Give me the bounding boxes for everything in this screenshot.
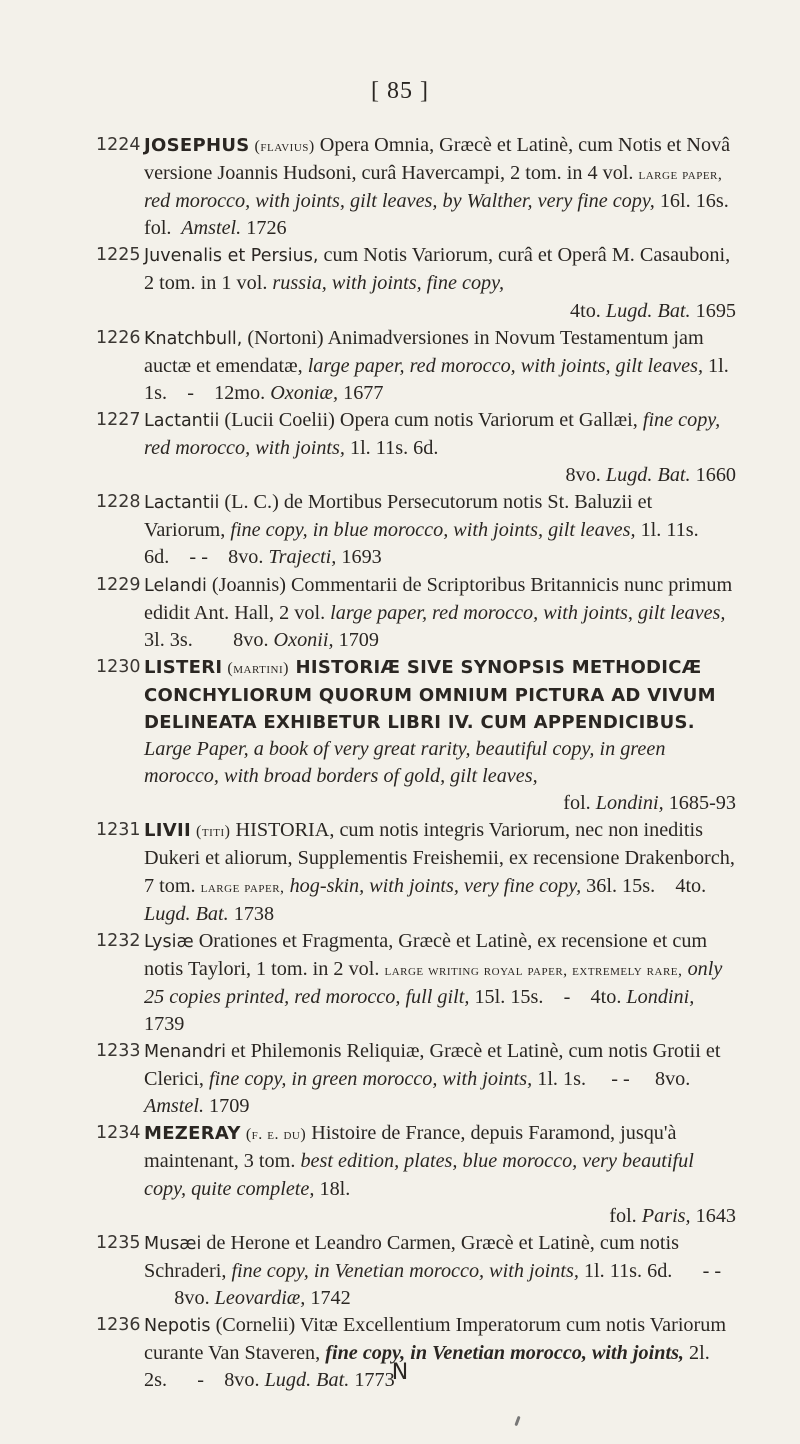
entry-author: LIVII xyxy=(144,820,191,842)
entry-format: 12mo. xyxy=(214,381,266,404)
entry-binding: fine copy, in blue morocco, with joints, gilt leaves, xyxy=(230,519,636,542)
entry-title: (Nortoni) Animadversiones in Novum Testamentum jam auctæ et emendatæ, xyxy=(144,326,704,377)
entry-title: (Joannis) Commentarii de Scriptoribus Britannicis nunc primum edidit Ant. Hall, 2 vol. xyxy=(144,573,733,624)
entry-place: Lugd. Bat. xyxy=(144,902,229,925)
lot-number: 1225 xyxy=(96,245,141,266)
entry-binding: hog-skin, with joints, very fine copy, xyxy=(284,874,582,897)
catalogue-entry xyxy=(96,817,736,927)
entry-place: Londini, xyxy=(621,985,695,1008)
entry-binding: large paper, red morocco, with joints, gilt leaves, xyxy=(307,354,703,377)
entry-place: Londini, xyxy=(590,792,664,815)
catalogue-entry xyxy=(96,1120,736,1229)
entry-format: fol. xyxy=(144,217,172,240)
catalogue-entry xyxy=(96,572,736,654)
entry-forename: (martini) xyxy=(227,659,289,677)
lot-number: 1233 xyxy=(96,1041,141,1062)
entry-price: 1l. 1s. xyxy=(144,354,729,404)
entry-place: Leovardiæ, xyxy=(209,1286,306,1309)
entry-binding: best edition, plates, blue morocco, very beautiful copy, quite complete, xyxy=(144,1150,694,1200)
entry-title: Histoire de France, depuis Faramond, jusqu'à maintenant, 3 tom. xyxy=(144,1122,677,1173)
entry-author: Nepotis xyxy=(144,1316,211,1337)
entry-title: (Cornelii) Vitæ Excellentium Imperatorum cum notis Variorum curante Van Staveren, xyxy=(144,1314,727,1365)
lot-number: 1235 xyxy=(96,1232,141,1253)
lot-number: 1231 xyxy=(96,820,141,841)
entry-place: Trajecti, xyxy=(263,546,337,569)
entry-title: de Herone et Leandro Carmen, Græcè et Latinè, cum notis Schraderi, xyxy=(144,1231,679,1282)
entry-imprint xyxy=(144,462,736,489)
entry-binding: only 25 copies printed, red morocco, full gilt, xyxy=(144,957,723,1008)
lot-number: 1232 xyxy=(96,930,141,951)
entry-price: 15l. 15s. xyxy=(469,985,544,1008)
lot-number: 1234 xyxy=(96,1123,141,1144)
entry-imprint xyxy=(144,1203,736,1230)
entry-format: 8vo. xyxy=(228,546,264,569)
catalogue-entries xyxy=(96,132,736,1394)
entry-place: Amstel. xyxy=(176,217,242,240)
lot-number: 1230 xyxy=(96,656,141,677)
page-number: [ 85 ] xyxy=(371,78,429,104)
entry-place: Lugd. Bat. xyxy=(600,299,691,322)
entry-format: 8vo. xyxy=(224,1369,260,1392)
lot-number: 1226 xyxy=(96,327,141,348)
entry-price: 2l. 2s. xyxy=(144,1342,710,1392)
entry-forename: (titi) xyxy=(196,823,231,841)
entry-binding: fine copy, in green morocco, with joints, xyxy=(209,1068,533,1091)
entry-price: 1l. 11s. 6d. xyxy=(578,1259,673,1282)
catalogue-entry xyxy=(96,132,736,242)
entry-binding: red morocco, with joints, gilt leaves, by Walther, very fine copy, xyxy=(144,190,655,213)
entry-format: 8vo. xyxy=(174,1286,210,1309)
entry-paper: large paper, xyxy=(200,878,285,896)
entry-place: Paris, xyxy=(636,1204,691,1227)
entry-binding: fine copy, in Venetian morocco, with joints, xyxy=(325,1342,684,1365)
entry-binding: russia, with joints, fine copy, xyxy=(272,272,505,295)
entry-dash: - - xyxy=(611,1068,630,1091)
entry-author: Menandri xyxy=(144,1042,226,1063)
entry-year: 1695 xyxy=(690,299,736,322)
entry-binding: fine copy, in Venetian morocco, with joints, xyxy=(231,1259,579,1282)
catalogue-entry xyxy=(96,1230,736,1312)
entry-paper: large paper, xyxy=(638,166,723,184)
entry-title: Orationes et Fragmenta, Græcè et Latinè, ex recensione et cum notis Taylori, 1 tom. in 2 vol. xyxy=(144,929,708,980)
entry-year: 1677 xyxy=(338,381,384,404)
entry-place: Oxoniæ, xyxy=(265,381,339,404)
catalogue-entry xyxy=(96,928,736,1038)
entry-format: 8vo. xyxy=(565,464,601,487)
entry-dash: - xyxy=(187,381,194,404)
lot-number: 1236 xyxy=(96,1315,141,1336)
entry-year: 1738 xyxy=(228,902,275,925)
entry-place: Oxonii, xyxy=(268,628,334,651)
entry-price: 18l. xyxy=(314,1177,351,1200)
entry-year: 1709 xyxy=(333,628,379,651)
entry-price: 1l. 11s. 6d. xyxy=(144,519,699,569)
catalogue-entry xyxy=(96,654,736,818)
entry-year: 1726 xyxy=(241,217,287,240)
catalogue-entry xyxy=(96,242,736,324)
entry-year: 1709 xyxy=(204,1095,250,1118)
entry-author: LISTERI xyxy=(144,656,223,678)
lot-number: 1228 xyxy=(96,492,141,513)
entry-binding: large paper, red morocco, with joints, gilt leaves, xyxy=(330,601,726,624)
lot-number: 1229 xyxy=(96,574,141,595)
entry-author: Musæi xyxy=(144,1233,202,1254)
entry-year: 1773 xyxy=(349,1369,395,1392)
entry-author: Lysiæ xyxy=(144,931,194,952)
entry-title: Opera Omnia, Græcè et Latinè, cum Notis et Novâ versione Joannis Hudsoni, curâ Havercampi, 2 tom. in 4 vol. xyxy=(144,134,731,185)
entry-author: Lactantii xyxy=(144,410,220,431)
lot-number: 1227 xyxy=(96,409,141,430)
entry-author: Knatchbull, xyxy=(144,328,243,349)
entry-place: Amstel. xyxy=(144,1095,204,1118)
entry-format: fol. xyxy=(563,792,591,815)
entry-dash: - xyxy=(197,1369,205,1392)
catalogue-entry xyxy=(96,1038,736,1120)
entry-binding: Large Paper, a book of very great rarity, beautiful copy, in green morocco, with broad borders of gold, gilt leaves, xyxy=(144,738,666,788)
lot-number: 1224 xyxy=(96,135,141,155)
entry-format: 4to. xyxy=(590,985,622,1008)
entry-dash: - xyxy=(563,985,571,1008)
entry-price: 36l. 15s. xyxy=(581,874,656,897)
entry-price: 3l. 3s. xyxy=(144,628,193,651)
entry-title: (L. C.) de Mortibus Persecutorum notis St. Baluzii et Variorum, xyxy=(144,491,653,542)
entry-author: Lelandi xyxy=(144,575,207,596)
entry-title: (Lucii Coelii) Opera cum notis Variorum et Gallæi, xyxy=(219,408,643,431)
entry-forename: (flavius) xyxy=(254,138,315,155)
entry-price: 1l. 11s. 6d. xyxy=(344,437,439,460)
catalogue-entry xyxy=(96,489,736,571)
entry-year: 1739 xyxy=(144,1013,185,1035)
entry-title: cum Notis Variorum, curâ et Operâ M. Casauboni, 2 tom. in 1 vol. xyxy=(144,244,731,295)
paper-speck xyxy=(514,1416,520,1426)
entry-imprint xyxy=(144,790,736,817)
entry-format: 8vo. xyxy=(654,1068,691,1091)
entry-format: 4to. xyxy=(675,874,707,897)
entry-place: Lugd. Bat. xyxy=(600,464,691,487)
entry-paper: large writing royal paper, extremely rare, xyxy=(384,961,683,979)
entry-author: Lactantii xyxy=(144,493,220,514)
entry-author: Juvenalis et Persius, xyxy=(144,246,319,267)
entry-price: 16l. 16s. xyxy=(654,190,729,213)
entry-dash: - - xyxy=(189,546,208,569)
entry-price: 1l. 1s. xyxy=(532,1068,587,1091)
entry-title: HISTORIA, cum notis integris Variorum, nec non ineditis Dukeri et aliorum, Supplementis Freishemii, ex recensione Drakenborch, 7 tom. xyxy=(144,819,735,897)
entry-title: HISTORIÆ SIVE SYNOPSIS METHODICÆ CONCHYLIORUM QUORUM OMNIUM PICTURA AD VIVUM DELINEATA EXHIBETUR LIBRI IV. CUM APPENDICIBUS. xyxy=(144,656,716,733)
entry-binding: fine copy, red morocco, with joints, xyxy=(144,408,721,460)
entry-format: 4to. xyxy=(570,299,601,322)
catalogue-entry xyxy=(96,407,736,489)
entry-author: JOSEPHUS xyxy=(144,135,250,156)
entry-format: 8vo. xyxy=(233,628,269,651)
entry-year: 1742 xyxy=(305,1286,351,1309)
entry-imprint xyxy=(144,298,736,325)
entry-year: 1643 xyxy=(690,1204,736,1227)
signature-mark: N xyxy=(391,1360,409,1385)
entry-year: 1693 xyxy=(336,546,382,569)
entry-author: MEZERAY xyxy=(144,1123,241,1145)
entry-format: fol. xyxy=(609,1204,637,1227)
entry-title: et Philemonis Reliquiæ, Græcè et Latinè, cum notis Grotii et Clerici, xyxy=(144,1040,721,1091)
catalogue-entry xyxy=(96,325,736,407)
entry-forename: (f. e. du) xyxy=(245,1126,307,1144)
entry-place: Lugd. Bat. xyxy=(259,1369,350,1392)
entry-year: 1660 xyxy=(690,464,736,487)
entry-year: 1685-93 xyxy=(663,792,736,815)
entry-dash: - - xyxy=(702,1259,722,1282)
